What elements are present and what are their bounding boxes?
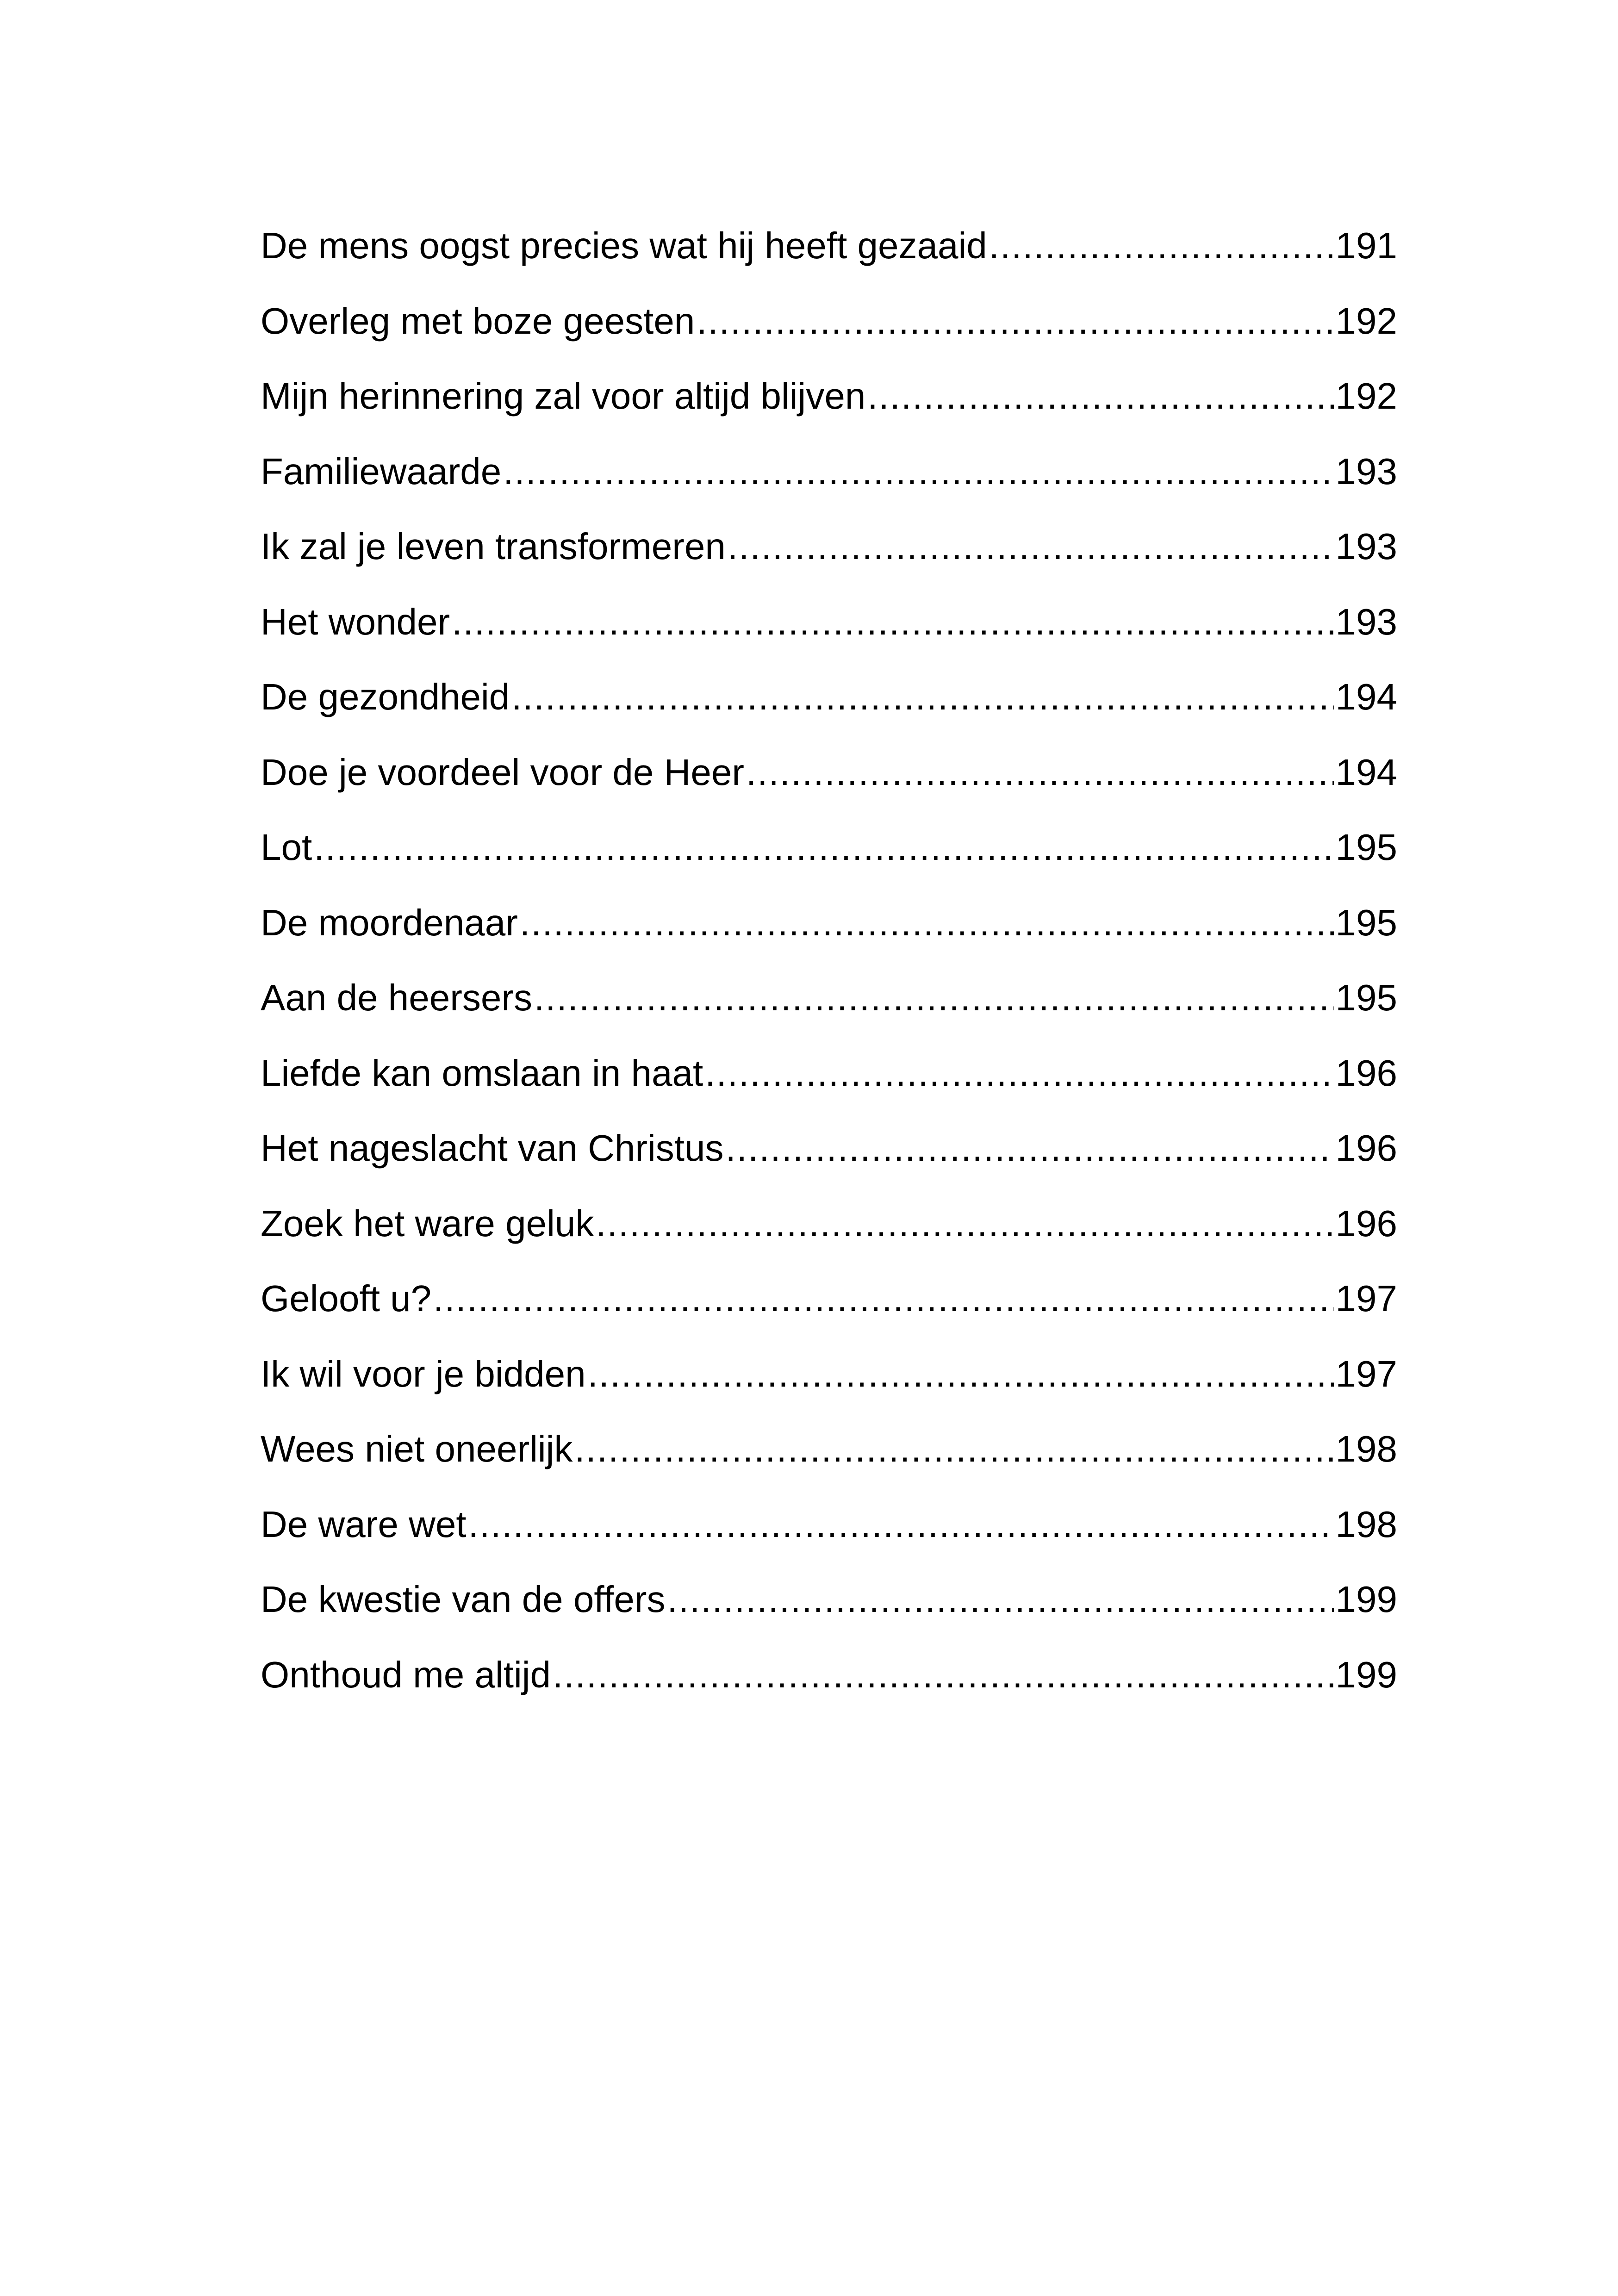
toc-entry[interactable]: [261, 960, 1397, 1036]
toc-entry-page-number: 196: [1335, 1127, 1397, 1169]
toc-entry-page-number: 195: [1335, 977, 1397, 1018]
toc-entry-title: Doe je voordeel voor de Heer: [261, 751, 745, 793]
toc-entry[interactable]: [261, 1186, 1397, 1262]
toc-dot-leader: [596, 1186, 1333, 1262]
toc-dot-leader: [746, 735, 1333, 810]
toc-entry-page-number: 199: [1335, 1579, 1397, 1620]
toc-entry-title: Gelooft u?: [261, 1278, 432, 1319]
toc-entry[interactable]: [261, 509, 1397, 585]
table-of-contents: [261, 208, 1397, 1712]
toc-entry-title: Onthoud me altijd: [261, 1654, 551, 1695]
toc-entry[interactable]: [261, 1337, 1397, 1412]
toc-entry-title: Ik wil voor je bidden: [261, 1353, 586, 1394]
toc-entry-title: Zoek het ware geluk: [261, 1202, 594, 1244]
toc-entry-title: Familiewaarde: [261, 450, 502, 492]
toc-entry-page-number: 191: [1335, 225, 1397, 266]
toc-dot-leader: [534, 960, 1333, 1036]
toc-entry-page-number: 193: [1335, 526, 1397, 567]
toc-entry-title: Ik zal je leven transformeren: [261, 526, 726, 567]
toc-entry-title: De moordenaar: [261, 902, 518, 943]
toc-dot-leader: [989, 208, 1334, 284]
toc-entry-title: Overleg met boze geesten: [261, 300, 695, 342]
toc-entry-page-number: 196: [1335, 1202, 1397, 1244]
toc-entry-title: Lot: [261, 827, 312, 868]
toc-entry-title: De kwestie van de offers: [261, 1579, 666, 1620]
toc-entry[interactable]: [261, 1261, 1397, 1337]
toc-dot-leader: [588, 1337, 1334, 1412]
toc-entry-page-number: 194: [1335, 751, 1397, 793]
toc-entry[interactable]: [261, 1111, 1397, 1186]
toc-dot-leader: [705, 1036, 1333, 1111]
toc-entry-page-number: 192: [1335, 375, 1397, 417]
toc-entry-page-number: 198: [1335, 1503, 1397, 1545]
toc-entry[interactable]: [261, 885, 1397, 961]
toc-entry-title: De ware wet: [261, 1503, 467, 1545]
toc-entry-page-number: 195: [1335, 827, 1397, 868]
toc-entry-title: Wees niet oneerlijk: [261, 1428, 573, 1469]
toc-dot-leader: [314, 810, 1333, 885]
toc-dot-leader: [511, 660, 1333, 735]
toc-entry-page-number: 193: [1335, 601, 1397, 642]
toc-dot-leader: [867, 359, 1333, 434]
toc-entry[interactable]: [261, 660, 1397, 735]
toc-entry[interactable]: [261, 208, 1397, 284]
toc-entry[interactable]: [261, 1637, 1397, 1713]
toc-entry[interactable]: [261, 359, 1397, 434]
toc-entry-page-number: 197: [1335, 1353, 1397, 1394]
toc-entry-title: Het nageslacht van Christus: [261, 1127, 724, 1169]
toc-dot-leader: [667, 1562, 1334, 1637]
toc-entry[interactable]: [261, 1412, 1397, 1487]
toc-dot-leader: [452, 585, 1333, 660]
toc-entry[interactable]: [261, 1562, 1397, 1637]
toc-entry-page-number: 196: [1335, 1052, 1397, 1094]
toc-entry-page-number: 197: [1335, 1278, 1397, 1319]
toc-entry-title: Mijn herinnering zal voor altijd blijven: [261, 375, 866, 417]
toc-entry-title: Het wonder: [261, 601, 450, 642]
toc-dot-leader: [433, 1261, 1333, 1337]
toc-entry[interactable]: [261, 735, 1397, 810]
toc-entry-title: Liefde kan omslaan in haat: [261, 1052, 703, 1094]
toc-dot-leader: [697, 284, 1333, 359]
toc-entry-page-number: 192: [1335, 300, 1397, 342]
toc-dot-leader: [503, 434, 1333, 510]
toc-dot-leader: [468, 1487, 1334, 1562]
toc-entry[interactable]: [261, 434, 1397, 510]
toc-entry-page-number: 199: [1335, 1654, 1397, 1695]
toc-dot-leader: [728, 509, 1334, 585]
toc-entry-title: Aan de heersers: [261, 977, 533, 1018]
toc-entry[interactable]: [261, 585, 1397, 660]
toc-entry[interactable]: [261, 1036, 1397, 1111]
toc-entry-page-number: 193: [1335, 450, 1397, 492]
toc-entry-page-number: 195: [1335, 902, 1397, 943]
toc-entry-title: De gezondheid: [261, 676, 510, 717]
toc-entry-page-number: 194: [1335, 676, 1397, 717]
toc-dot-leader: [574, 1412, 1333, 1487]
toc-entry[interactable]: [261, 810, 1397, 885]
toc-dot-leader: [553, 1637, 1333, 1713]
toc-entry-page-number: 198: [1335, 1428, 1397, 1469]
toc-entry[interactable]: [261, 1487, 1397, 1562]
toc-dot-leader: [726, 1111, 1334, 1186]
toc-dot-leader: [520, 885, 1334, 961]
toc-entry-title: De mens oogst precies wat hij heeft gezaaid: [261, 225, 987, 266]
toc-entry[interactable]: [261, 284, 1397, 359]
